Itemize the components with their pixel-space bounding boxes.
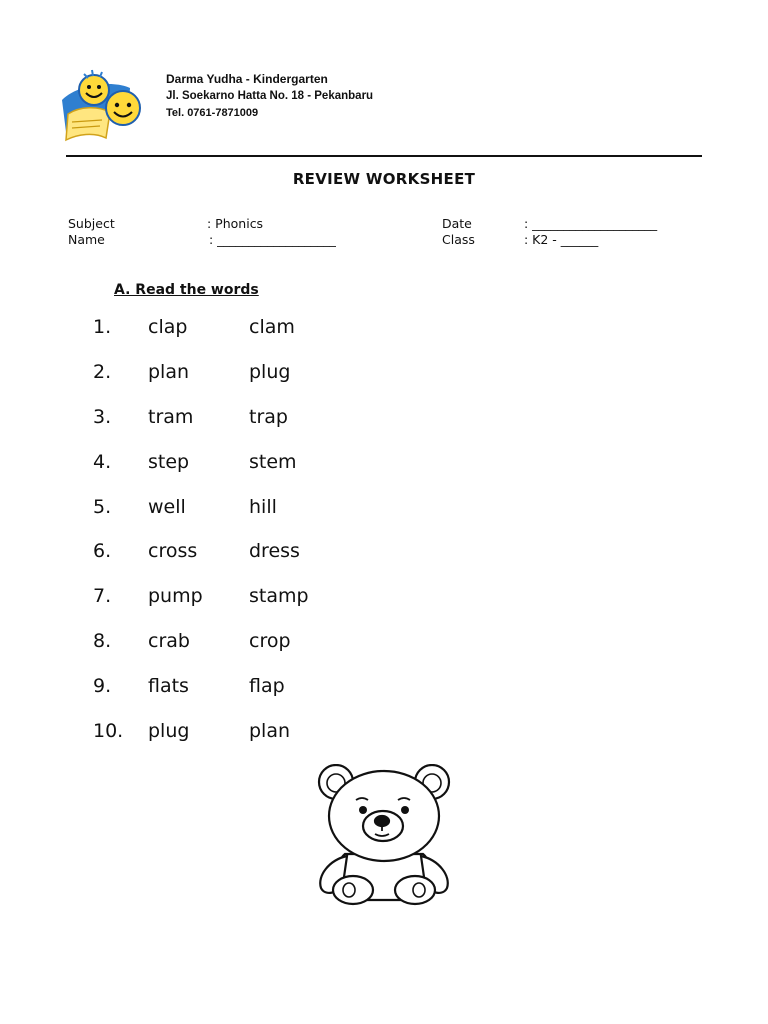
item-word-1: step bbox=[148, 450, 190, 473]
item-word-2: dress bbox=[249, 540, 300, 563]
item-word-2: trap bbox=[249, 405, 288, 428]
item-number: 10. bbox=[93, 720, 124, 743]
school-phone: Tel. 0761-7871009 bbox=[166, 107, 259, 119]
item-word-2: stem bbox=[249, 450, 297, 473]
item-number: 3. bbox=[93, 405, 112, 428]
school-address: Jl. Soekarno Hatta No. 18 - Pekanbaru bbox=[166, 90, 374, 102]
name-label: Name bbox=[68, 232, 105, 247]
school-name: Darma Yudha - Kindergarten bbox=[166, 72, 328, 86]
school-logo-icon bbox=[58, 66, 158, 144]
item-word-2: clam bbox=[249, 316, 295, 338]
item-number: 7. bbox=[93, 585, 112, 608]
item-word-1: plan bbox=[148, 360, 190, 383]
item-number: 6. bbox=[93, 540, 112, 563]
section-a-heading: A. Read the words bbox=[114, 282, 259, 298]
class-label: Class bbox=[442, 232, 475, 247]
subject-value: : Phonics bbox=[207, 216, 264, 231]
date-field: : ____________________ bbox=[524, 216, 658, 231]
page-title: REVIEW WORKSHEET bbox=[292, 170, 476, 188]
item-number: 4. bbox=[93, 450, 112, 473]
item-number: 2. bbox=[93, 360, 112, 383]
header-divider bbox=[66, 155, 702, 157]
date-label: Date bbox=[442, 216, 472, 231]
teddy-bear-icon bbox=[225, 764, 543, 914]
item-word-1: cross bbox=[148, 540, 198, 563]
item-number: 1. bbox=[93, 316, 112, 338]
item-word-2: hill bbox=[249, 495, 277, 518]
item-word-1: flats bbox=[148, 675, 189, 698]
name-field: : ___________________ bbox=[209, 232, 336, 247]
item-word-2: plan bbox=[249, 720, 291, 743]
subject-label: Subject bbox=[68, 216, 115, 231]
item-word-2: crop bbox=[249, 630, 291, 653]
item-word-1: crab bbox=[148, 630, 190, 653]
class-field: : K2 - ______ bbox=[524, 232, 599, 247]
item-word-1: well bbox=[148, 495, 186, 518]
school-header bbox=[166, 71, 373, 122]
item-word-1: pump bbox=[148, 585, 203, 608]
item-word-1: tram bbox=[148, 405, 194, 428]
item-word-2: plug bbox=[249, 360, 291, 383]
item-word-2: flap bbox=[249, 675, 285, 698]
item-word-1: plug bbox=[148, 720, 190, 743]
item-number: 9. bbox=[93, 675, 112, 698]
item-word-2: stamp bbox=[249, 585, 309, 608]
item-word-1: clap bbox=[148, 316, 188, 338]
item-number: 5. bbox=[93, 495, 112, 518]
item-number: 8. bbox=[93, 630, 112, 653]
